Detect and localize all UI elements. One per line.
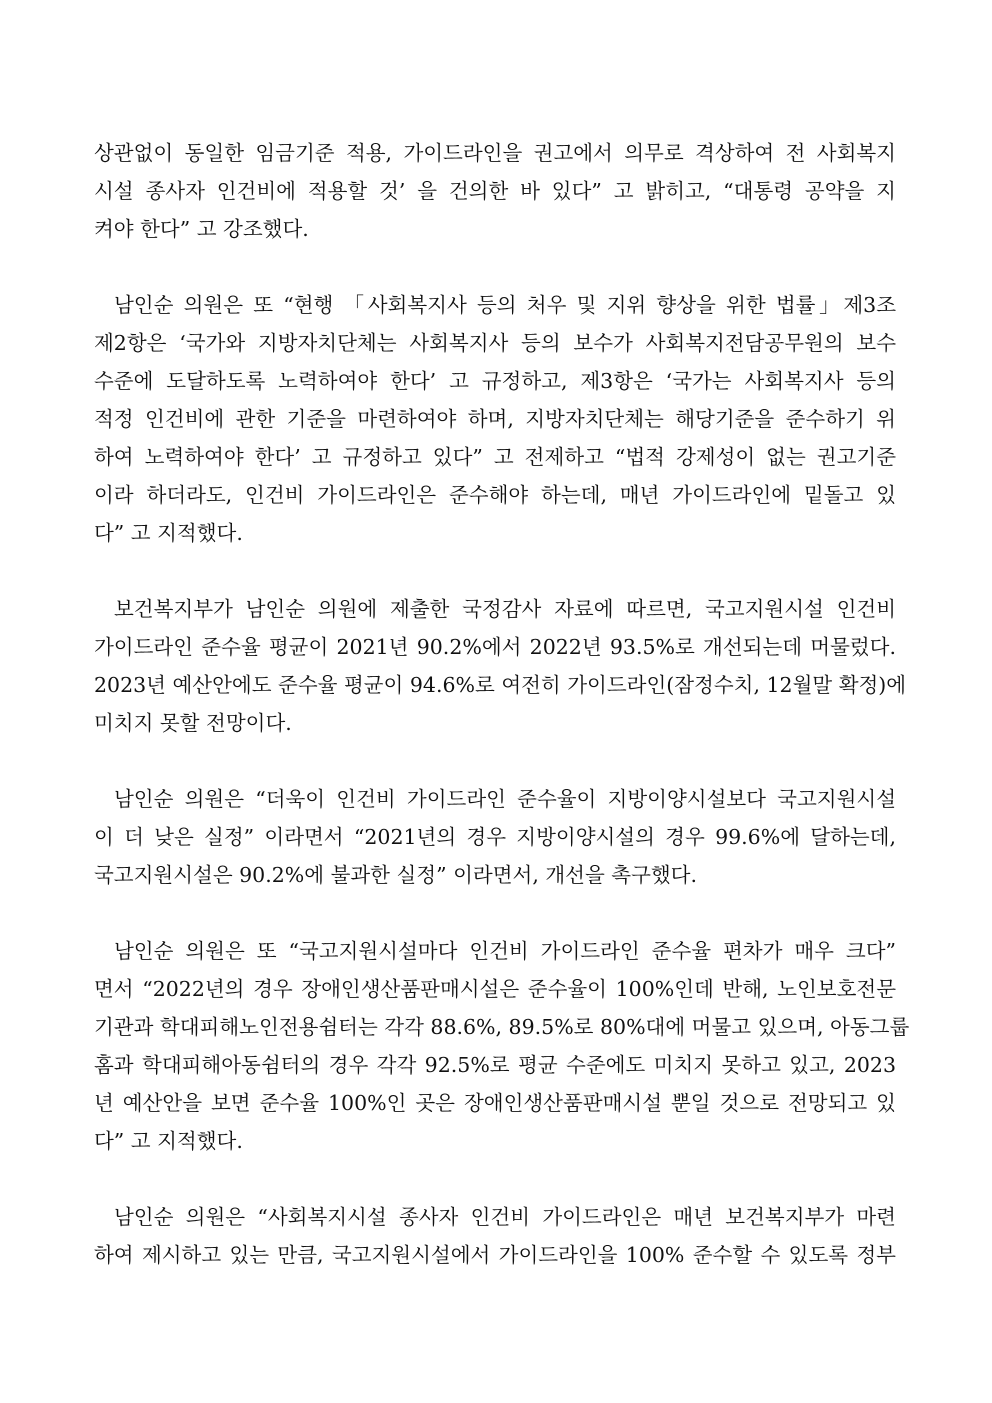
text-line: 적정 인건비에 관한 기준을 마련하여야 하며, 지방자치단체는 해당기준을 준수하기 위 (94, 407, 896, 431)
text-line: 2023년 예산안에도 준수율 평균이 94.6%로 여전히 가이드라인(잠정수치, 12월말 확정)에 (94, 673, 907, 697)
paragraph-1 (94, 134, 896, 248)
text-line: 면서 “2022년의 경우 장애인생산품판매시설은 준수율이 100%인데 반해, 노인보호전문 (94, 977, 896, 1001)
text-line: 켜야 한다” 고 강조했다. (94, 217, 309, 241)
text-line: 남인순 의원은 또 “국고지원시설마다 인건비 가이드라인 준수율 편차가 매우 크다” (114, 939, 896, 963)
text-line: 미치지 못할 전망이다. (94, 711, 292, 735)
text-line: 남인순 의원은 또 “현행 「사회복지사 등의 처우 및 지위 향상을 위한 법률」제3조 (114, 293, 896, 317)
paragraph-5 (94, 932, 910, 1160)
document-body (94, 134, 910, 1312)
text-line: 년 예산안을 보면 준수율 100%인 곳은 장애인생산품판매시설 뿐일 것으로 전망되고 있 (94, 1091, 896, 1115)
text-line: 가이드라인 준수율 평균이 2021년 90.2%에서 2022년 93.5%로 개선되는데 머물렀다. (94, 635, 896, 659)
text-line: 이 더 낮은 실정” 이라면서 “2021년의 경우 지방이양시설의 경우 99.6%에 달하는데, (94, 825, 896, 849)
text-line: 수준에 도달하도록 노력하여야 한다’ 고 규정하고, 제3항은 ‘국가는 사회복지사 등의 (94, 369, 896, 393)
text-line: 기관과 학대피해노인전용쉼터는 각각 88.6%, 89.5%로 80%대에 머물고 있으며, 아동그룹 (94, 1015, 910, 1039)
paragraph-6 (94, 1198, 896, 1274)
text-line: 다” 고 지적했다. (94, 1129, 243, 1153)
paragraph-2 (94, 286, 896, 552)
text-line: 이라 하더라도, 인건비 가이드라인은 준수해야 하는데, 매년 가이드라인에 밑돌고 있 (94, 483, 896, 507)
paragraph-4 (94, 780, 896, 894)
paragraph-3 (94, 590, 907, 742)
text-line: 국고지원시설은 90.2%에 불과한 실정” 이라면서, 개선을 촉구했다. (94, 863, 698, 887)
text-line: 시설 종사자 인건비에 적용할 것’ 을 건의한 바 있다” 고 밝히고, “대통령 공약을 지 (94, 179, 896, 203)
text-line: 다” 고 지적했다. (94, 521, 243, 545)
text-line: 하여 제시하고 있는 만큼, 국고지원시설에서 가이드라인을 100% 준수할 수 있도록 정부 (94, 1243, 896, 1267)
text-line: 제2항은 ‘국가와 지방자치단체는 사회복지사 등의 보수가 사회복지전담공무원의 보수 (94, 331, 896, 355)
text-line: 홈과 학대피해아동쉼터의 경우 각각 92.5%로 평균 수준에도 미치지 못하고 있고, 2023 (94, 1053, 896, 1077)
text-line: 남인순 의원은 “더욱이 인건비 가이드라인 준수율이 지방이양시설보다 국고지원시설 (114, 787, 896, 811)
text-line: 보건복지부가 남인순 의원에 제출한 국정감사 자료에 따르면, 국고지원시설 인건비 (114, 597, 896, 621)
text-line: 하여 노력하여야 한다’ 고 규정하고 있다” 고 전제하고 “법적 강제성이 없는 권고기준 (94, 445, 896, 469)
text-line: 상관없이 동일한 임금기준 적용, 가이드라인을 권고에서 의무로 격상하여 전 사회복지 (94, 141, 896, 165)
text-line: 남인순 의원은 “사회복지시설 종사자 인건비 가이드라인은 매년 보건복지부가 마련 (114, 1205, 896, 1229)
